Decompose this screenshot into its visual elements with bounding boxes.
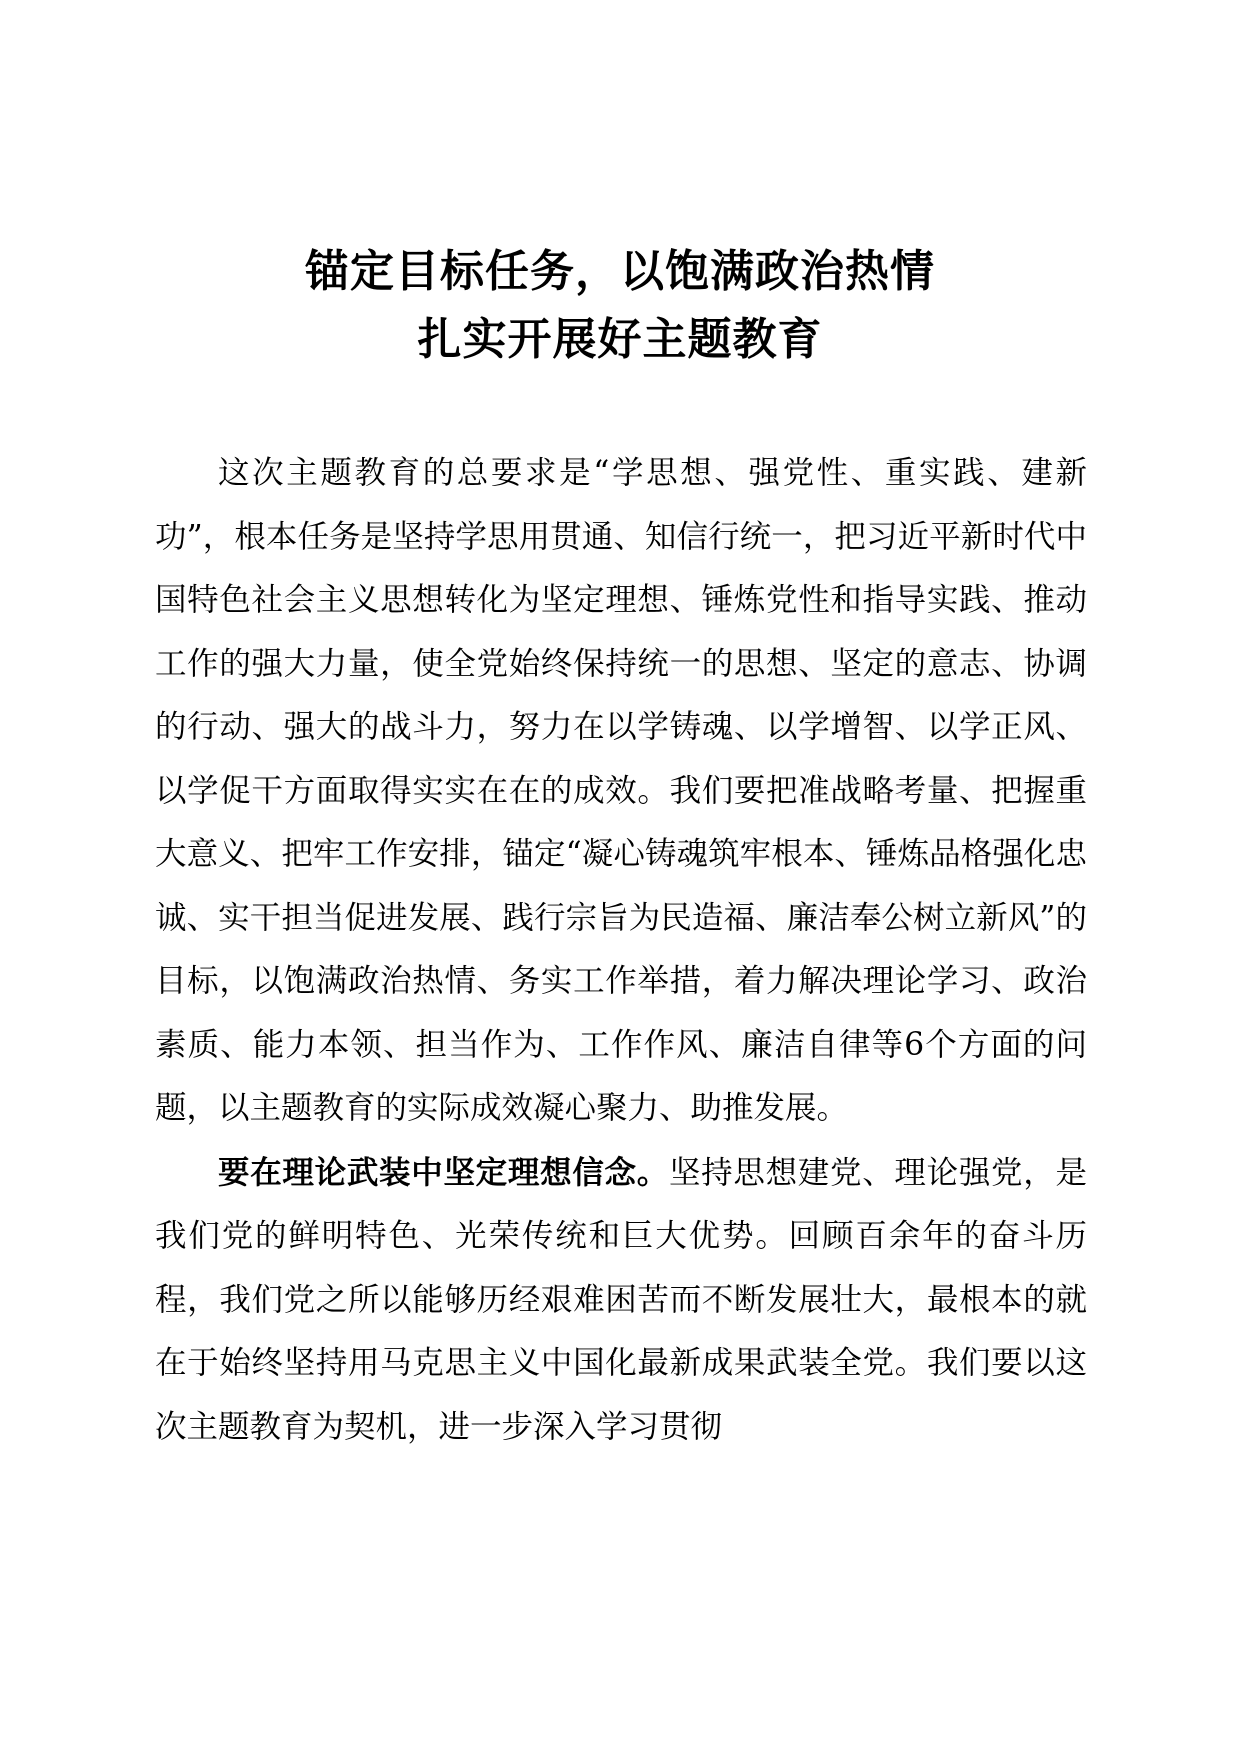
paragraph-1: 这次主题教育的总要求是“学思想、强党性、重实践、建新功”，根本任务是坚持学思用贯通、知信行统一，把习近平新时代中国特色社会主义思想转化为坚定理想、锤炼党性和指导实践、推动工作的强大力量，使全党始终保持统一的思想、坚定的意志、协调的行动、强大的战斗力，努力在以学铸魂、以学增智、以学正风、以学促干方面取得实实在在的成效。我们要把准战略考量、把握重大意义、把牢工作安排，锚定“凝心铸魂筑牢根本、锤炼品格强化忠诚、实干担当促进发展、践行宗旨为民造福、廉洁奉公树立新风”的目标，以饱满政治热情、务实工作举措，着力解决理论学习、政治素质、能力本领、担当作为、工作作风、廉洁自律等6个方面的问题，以主题教育的实际成效凝心聚力、助推发展。 [155,455,1087,1126]
paragraph-2-lead: 要在理论武装中坚定理想信念。 [218,1153,669,1191]
title-line-1: 锚定目标任务，以饱满政治热情 [305,246,935,297]
paragraph-2 [155,1141,1087,1460]
paragraph-2-text: 坚持思想建党、理论强党，是我们党的鲜明特色、光荣传统和巨大优势。回顾百余年的奋斗历程，我们党之所以能够历经艰难困苦而不断发展壮大，最根本的就在于始终坚持用马克思主义中国化最新成果武装全党。我们要以这次主题教育为契机，进一步深入学习贯彻 [155,1154,1087,1445]
title-line-2: 扎实开展好主题教育 [417,314,823,365]
document-body [155,442,1087,1459]
document-title [0,238,1240,374]
